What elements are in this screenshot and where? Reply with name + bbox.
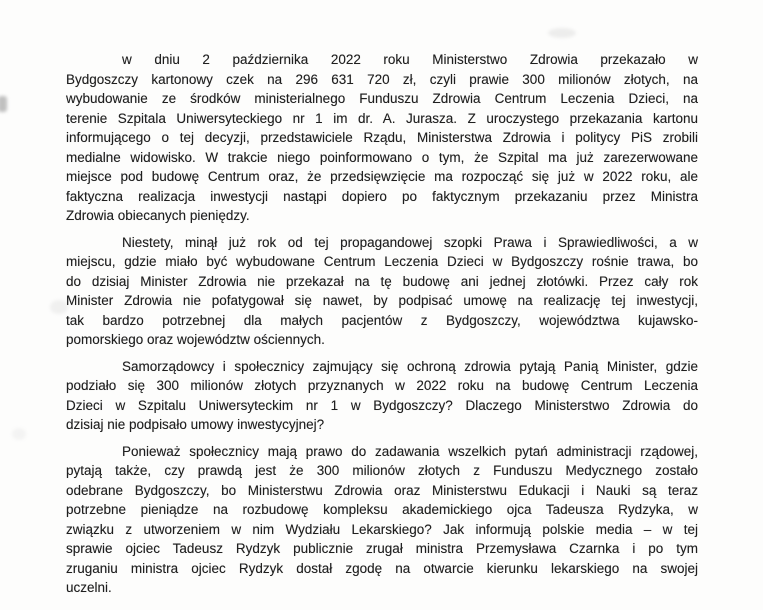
- paragraph: [66, 357, 698, 435]
- text-line: Minister Zdrowia nie pofatygował się nawet, by podpisać umowę na realizację tej inwestycji,: [66, 293, 698, 308]
- text-line: miejsce pod budowę Centrum oraz, że przedsięwzięcie ma rozpocząć się już w 2022 roku, ale: [66, 169, 698, 184]
- text-line: uczelni.: [66, 580, 112, 595]
- paragraph: [66, 50, 698, 226]
- text-line: odebrane Bydgoszczy, bo Ministerstwu Zdrowia oraz Ministerstwu Edukacji i Nauki są teraz: [66, 482, 698, 498]
- text-line: pomorskiego oraz województw ościennych.: [66, 332, 325, 347]
- text-line: do dzisiaj Minister Zdrowia nie przekazał na tę budowę ani jednej złotówki. Przez cały rok: [66, 273, 698, 289]
- paragraph: [66, 442, 698, 598]
- text-line: związku z utworzeniem w nim Wydziału Lekarskiego? Jak informują polskie media – w tej: [66, 521, 698, 537]
- text-line: w dniu 2 października 2022 roku Ministerstwo Zdrowia przekazało w: [122, 52, 698, 67]
- text-line: terenie Szpitala Uniwersyteckiego nr 1 im dr. A. Jurasza. Z uroczystego przekazania kartonu: [66, 110, 698, 126]
- text-line: Niestety, minął już rok od tej propagandowej szopki Prawa i Sprawiedliwości, a w: [122, 234, 698, 250]
- text-line: tak bardzo potrzebnej dla małych pacjentów z Bydgoszczy, województwa kujawsko-: [66, 312, 698, 328]
- text-line: pytają także, czy prawdą jest że 300 milionów złotych z Funduszu Medycznego zostało: [66, 463, 698, 478]
- text-line: miejscu, gdzie miało być wybudowane Centrum Leczenia Dzieci w Bydgoszczy rośnie trawa, bo: [66, 254, 698, 269]
- text-line: zruganiu ministra ojciec Rydzyk dostał zgodę na otwarcie kierunku lekarskiego na swojej: [66, 560, 698, 576]
- text-line: sprawie ojciec Tadeusz Rydzyk publicznie zrugał ministra Przemysława Czarnka i po tym: [66, 541, 698, 556]
- text-line: dzisiaj nie podpisało umowy inwestycyjnej?: [66, 417, 325, 432]
- scan-smudge: [0, 96, 7, 112]
- text-line: wybudowanie ze środków ministerialnego Funduszu Zdrowia Centrum Leczenia Dzieci, na: [66, 91, 698, 106]
- scan-smudge: [548, 28, 576, 38]
- text-line: Dzieci w Szpitalu Uniwersyteckim nr 1 w Bydgoszczy? Dlaczego Ministerstwo Zdrowia do: [66, 397, 698, 413]
- text-line: Zdrowia obiecanych pieniędzy.: [66, 208, 250, 223]
- text-line: informującego o tej decyzji, przedstawiciele Rządu, Ministerstwa Zdrowia i politycy PiS zrobili: [66, 130, 698, 145]
- text-line: Samorządowcy i społecznicy zajmujący się ochroną zdrowia pytają Panią Minister, gdzie: [122, 358, 698, 374]
- text-line: podziało się 300 milionów złotych przyznanych w 2022 roku na budowę Centrum Leczenia: [66, 378, 698, 393]
- text-line: Bydgoszczy kartonowy czek na 296 631 720 zł, czyli prawie 300 milionów złotych, na: [66, 71, 698, 87]
- scan-smudge: [12, 428, 26, 440]
- document-text: [66, 50, 698, 598]
- paragraph: [66, 233, 698, 350]
- text-line: faktyczna realizacja inwestycji nastąpi dopiero po faktycznym przekazaniu przez Ministra: [66, 188, 698, 204]
- text-line: Ponieważ społecznicy mają prawo do zadawania wszelkich pytań administracji rządowej,: [122, 443, 698, 459]
- text-line: potrzebne pieniądze na rozbudowę kompleksu akademickiego ojca Tadeusza Rydzyka, w: [66, 502, 698, 517]
- text-line: medialne widowisko. W trakcie niego poinformowano o tym, że Szpital ma już zarezerwowane: [66, 149, 698, 165]
